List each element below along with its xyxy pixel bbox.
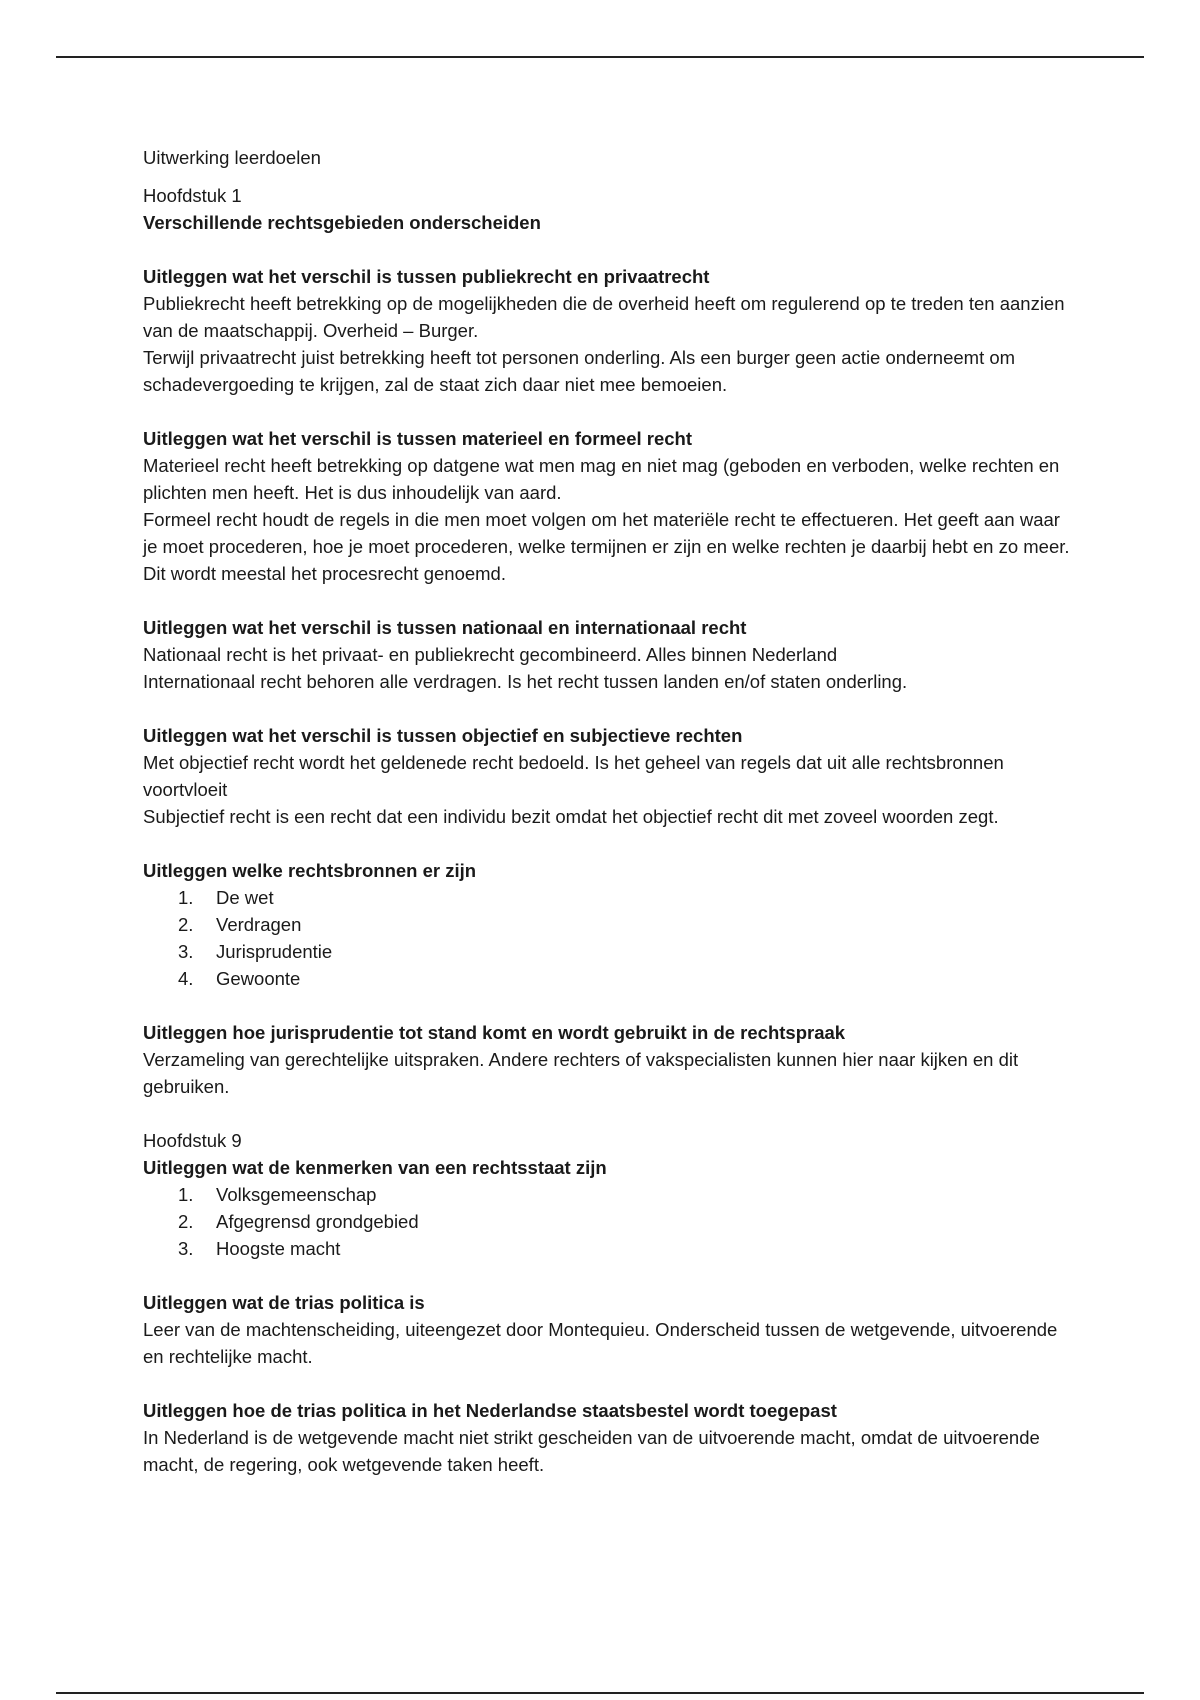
spacer	[143, 830, 1073, 857]
paragraph: Formeel recht houdt de regels in die men moet volgen om het materiële recht te effectueren. Het geeft aan waar je moet procederen, hoe je moet procederen, welke termijnen er zijn en welke rechten je daarbij hebt en zo meer. Dit wordt meestal het procesrecht genoemd.	[143, 509, 1070, 584]
section-rechtsstaat	[143, 1154, 1073, 1262]
section-heading: Uitleggen wat de kenmerken van een rechtsstaat zijn	[143, 1157, 607, 1178]
section-trias-politica	[143, 1289, 1073, 1370]
list-number: 3.	[178, 1238, 194, 1259]
section-heading: Uitleggen wat het verschil is tussen objectief en subjectieve rechten	[143, 725, 743, 746]
list-item-text: Volksgemeenschap	[216, 1184, 377, 1205]
section-heading: Uitleggen welke rechtsbronnen er zijn	[143, 860, 477, 881]
paragraph: Leer van de machtenscheiding, uiteengezet door Montequieu. Onderscheid tussen de wetgevende, uitvoerende en rechtelijke macht.	[143, 1319, 1058, 1367]
section-nationaal-internationaal	[143, 614, 1073, 695]
document-body	[143, 144, 1073, 1478]
list-item-text: De wet	[216, 887, 274, 908]
list-item	[178, 911, 1073, 938]
footer-rule	[56, 1692, 1144, 1694]
spacer	[143, 587, 1073, 614]
section-heading: Uitleggen wat het verschil is tussen nationaal en internationaal recht	[143, 617, 747, 638]
paragraph: Materieel recht heeft betrekking op datgene wat men mag en niet mag (geboden en verboden, welke rechten en plichten men heeft. Het is dus inhoudelijk van aard.	[143, 455, 1060, 503]
paragraph: In Nederland is de wetgevende macht niet strikt gescheiden van de uitvoerende macht, omdat de uitvoerende macht, de regering, ook wetgevende taken heeft.	[143, 1427, 1040, 1475]
section-heading: Uitleggen wat de trias politica is	[143, 1292, 425, 1313]
list-item	[178, 1181, 1073, 1208]
paragraph: Nationaal recht is het privaat- en publiekrecht gecombineerd. Alles binnen Nederland	[143, 644, 838, 665]
spacer	[143, 398, 1073, 425]
header-rule	[56, 56, 1144, 58]
spacer	[143, 171, 1073, 182]
section-heading: Uitleggen hoe de trias politica in het Nederlandse staatsbestel wordt toegepast	[143, 1400, 837, 1421]
section-jurisprudentie	[143, 1019, 1073, 1100]
list-item	[178, 1208, 1073, 1235]
spacer	[143, 992, 1073, 1019]
list-item-text: Gewoonte	[216, 968, 301, 989]
section-heading: Uitleggen hoe jurisprudentie tot stand komt en wordt gebruikt in de rechtspraak	[143, 1022, 846, 1043]
list-item-text: Verdragen	[216, 914, 302, 935]
list-number: 1.	[178, 1184, 194, 1205]
numbered-list	[143, 884, 1073, 992]
chapter-label: Hoofdstuk 1	[143, 185, 242, 206]
list-number: 2.	[178, 914, 194, 935]
paragraph: Subjectief recht is een recht dat een individu bezit omdat het objectief recht dit met zoveel woorden zegt.	[143, 806, 999, 827]
section-heading: Uitleggen wat het verschil is tussen publiekrecht en privaatrecht	[143, 266, 710, 287]
list-item	[178, 884, 1073, 911]
list-item-text: Hoogste macht	[216, 1238, 341, 1259]
list-item-text: Jurisprudentie	[216, 941, 333, 962]
spacer	[143, 1262, 1073, 1289]
paragraph: Met objectief recht wordt het geldenede recht bedoeld. Is het geheel van regels dat uit alle rechtsbronnen voortvloeit	[143, 752, 1004, 800]
list-item	[178, 1235, 1073, 1262]
list-item	[178, 965, 1073, 992]
section-publiek-privaat	[143, 263, 1073, 398]
section-heading: Uitleggen wat het verschil is tussen materieel en formeel recht	[143, 428, 693, 449]
list-number: 2.	[178, 1211, 194, 1232]
list-number: 4.	[178, 968, 194, 989]
paragraph: Publiekrecht heeft betrekking op de mogelijkheden die de overheid heeft om regulerend op te treden ten aanzien van de maatschappij. Overheid – Burger.	[143, 293, 1065, 341]
paragraph: Internationaal recht behoren alle verdragen. Is het recht tussen landen en/of staten onderling.	[143, 671, 908, 692]
spacer	[143, 1100, 1073, 1127]
numbered-list	[143, 1181, 1073, 1262]
document-title: Uitwerking leerdoelen	[143, 147, 321, 168]
list-number: 3.	[178, 941, 194, 962]
spacer	[143, 1370, 1073, 1397]
paragraph: Terwijl privaatrecht juist betrekking heeft tot personen onderling. Als een burger geen actie onderneemt om schadevergoeding te krijgen, zal de staat zich daar niet mee bemoeien.	[143, 347, 1016, 395]
spacer	[143, 695, 1073, 722]
list-item-text: Afgegrensd grondgebied	[216, 1211, 419, 1232]
section-rechtsbronnen	[143, 857, 1073, 992]
list-number: 1.	[178, 887, 194, 908]
list-item	[178, 938, 1073, 965]
chapter-heading: Verschillende rechtsgebieden onderscheiden	[143, 212, 541, 233]
section-trias-nederland	[143, 1397, 1073, 1478]
spacer	[143, 236, 1073, 263]
paragraph: Verzameling van gerechtelijke uitspraken. Andere rechters of vakspecialisten kunnen hier naar kijken en dit gebruiken.	[143, 1049, 1019, 1097]
section-materieel-formeel	[143, 425, 1073, 587]
section-objectief-subjectief	[143, 722, 1073, 830]
chapter-label: Hoofdstuk 9	[143, 1130, 242, 1151]
